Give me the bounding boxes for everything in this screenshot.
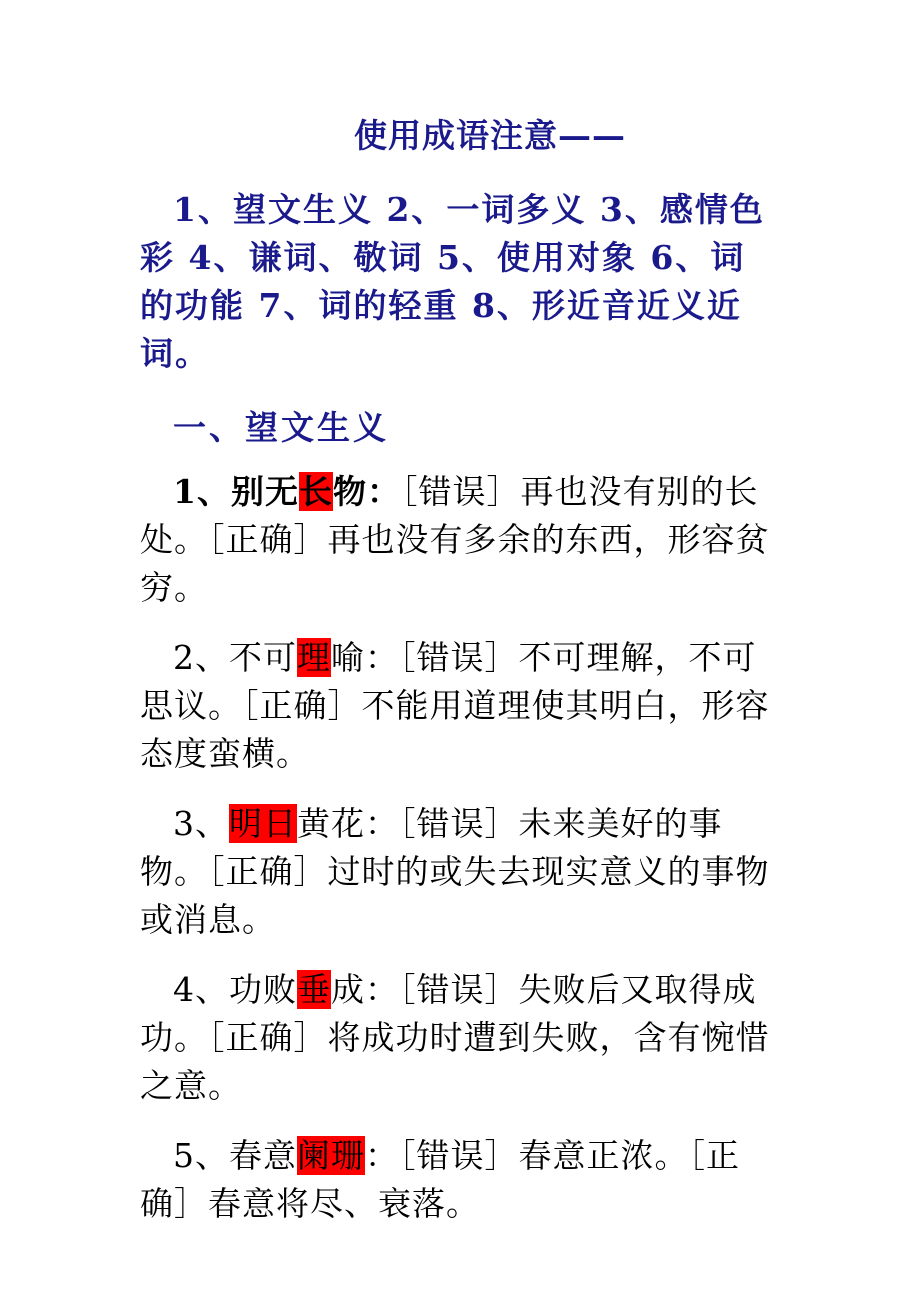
idiom-explanation: ［错误］未来美好的事物。［正确］过时的或失去现实意义的事物或消息。 [140, 804, 770, 939]
idiom-highlight: 阑珊 [297, 1136, 365, 1175]
idiom-highlight: 垂 [297, 970, 331, 1009]
idiom-suffix: 物： [332, 472, 401, 511]
idiom-prefix: 1、别无 [173, 472, 299, 511]
idiom-prefix: 4、功败 [173, 970, 297, 1009]
page-title: 使用成语注意—— [354, 116, 626, 155]
idiom-prefix: 5、春意 [173, 1136, 297, 1175]
idiom-entry [140, 966, 780, 1110]
idiom-explanation: ［错误］失败后又取得成功。［正确］将成功时遭到失败，含有惋惜之意。 [140, 970, 770, 1105]
idiom-entry [140, 468, 780, 612]
idiom-suffix: 喻： [331, 638, 399, 677]
idiom-suffix: 黄花： [297, 804, 399, 843]
idiom-entry [140, 634, 780, 778]
idiom-entry [140, 800, 780, 944]
section-heading: 一、望文生义 [173, 408, 389, 447]
idiom-explanation: ［错误］春意正浓。［正确］春意将尽、衰落。 [140, 1136, 740, 1223]
summary-paragraph: 1、望文生义 2、一词多义 3、感情色彩 4、谦词、敬词 5、使用对象 6、词的功能 7、词的轻重 8、形近音近义近词。 [140, 190, 765, 373]
idiom-prefix: 3、 [173, 804, 229, 843]
idiom-highlight: 长 [298, 472, 333, 511]
idiom-suffix: ： [365, 1136, 399, 1175]
idiom-highlight: 理 [297, 638, 331, 677]
document-page [140, 108, 780, 1250]
idiom-entry [140, 1132, 780, 1228]
idiom-explanation: ［错误］不可理解，不可思议。［正确］不能用道理使其明白，形容态度蛮横。 [140, 638, 770, 773]
idiom-highlight: 明日 [229, 804, 297, 843]
idiom-suffix: 成： [331, 970, 399, 1009]
idiom-explanation: ［错误］再也没有别的长处。［正确］再也没有多余的东西，形容贫穷。 [140, 472, 770, 607]
idiom-prefix: 2、不可 [173, 638, 297, 677]
